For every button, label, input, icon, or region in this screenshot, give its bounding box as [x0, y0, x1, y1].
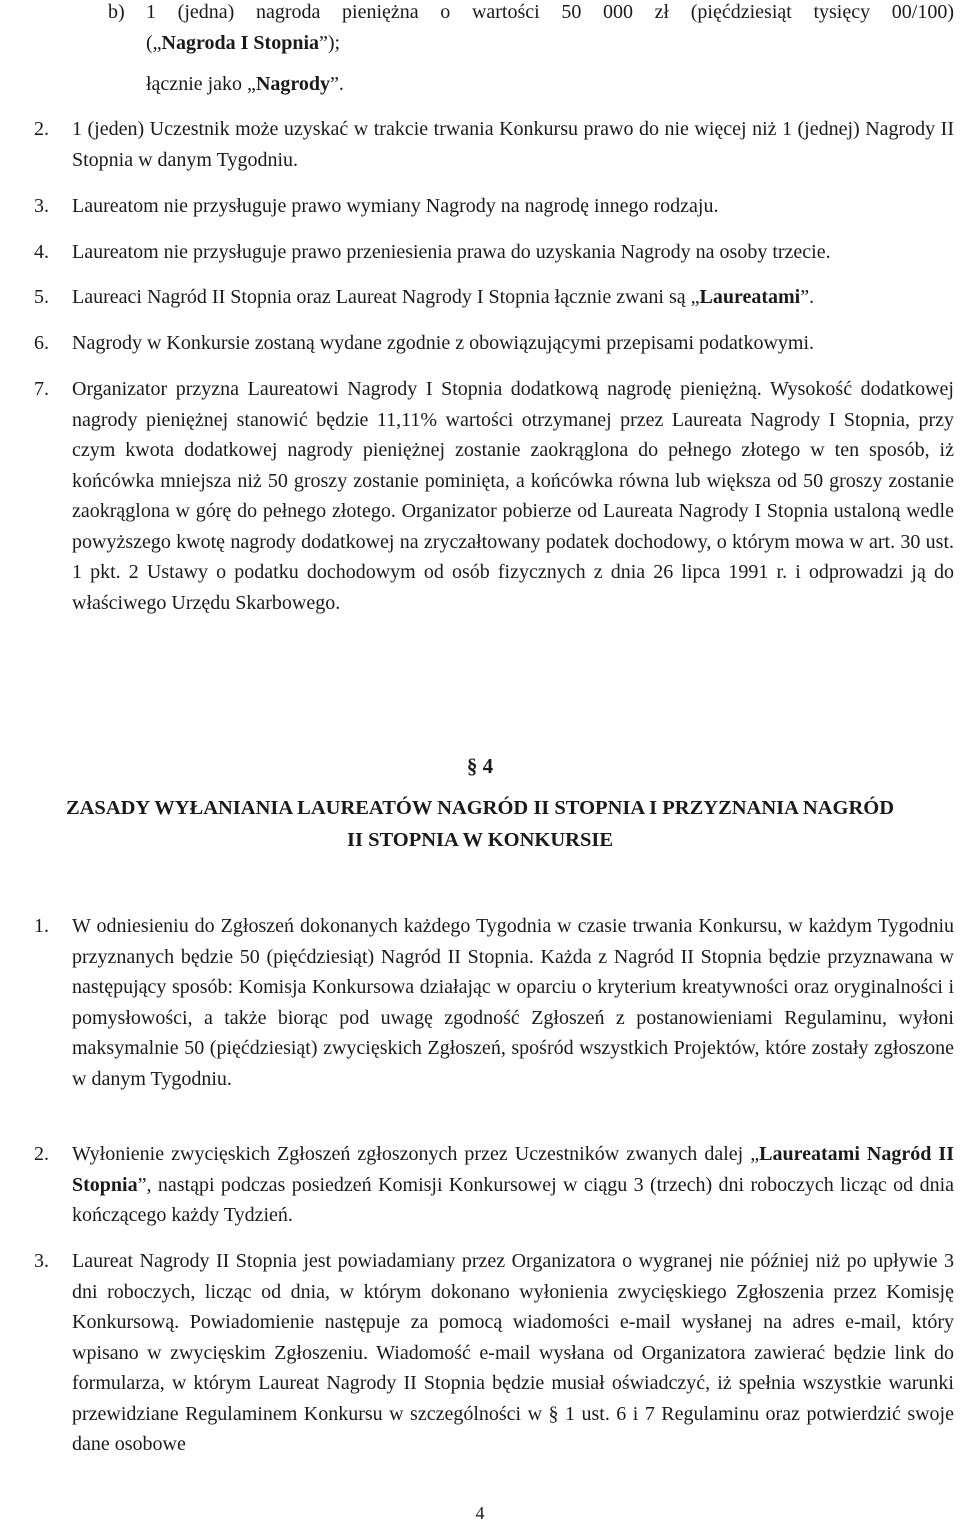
list-item: 1 (jeden) Uczestnik może uzyskać w trakcie trwania Konkursu prawo do nie więcej niż 1 (jednej) Nagrody II Stopnia w danym Tygodniu. — [72, 118, 954, 171]
list-item: Laureat Nagrody II Stopnia jest powiadamiany przez Organizatora o wygranej nie później niż po upływie 3 dni roboczych, licząc od dnia, w którym dokonano wyłonienia zwycięskiego Zgłoszenia przez Komisję Konkursową. Powiadomienie następuje za pomocą wiadomości e-mail wysłanej na adres e-mail, który wpisano w zwycięskim Zgłoszeniu. Wiadomość e-mail wysłana od Organizatora zawierać będzie link do formularza, w którym Laureat Nagrody II Stopnia będzie musiał oświadczyć, iż spełnia wszystkie warunki przewidziane Regulaminem Konkursu w szczególności w § 1 ust. 6 i 7 Regulaminu oraz potwierdzić swoje dane osobowe — [72, 1250, 954, 1455]
list-item: W odniesieniu do Zgłoszeń dokonanych każdego Tygodnia w czasie trwania Konkursu, w każdym Tygodniu przyznanych będzie 50 (pięćdziesiąt) Nagród II Stopnia. Każda z Nagród II Stopnia będzie przyznawana w następujący sposób: Komisja Konkursowa działając w oparciu o kryterium kreatywności oraz oryginalności i pomysłowości, a także biorąc pod uwagę zgodność Zgłoszeń z postanowieniami Regulaminu, wyłoni maksymalnie 50 (pięćdziesiąt) zwycięskich Zgłoszeń, spośród wszystkich Projektów, które zostały zgłoszone w danym Tygodniu. — [72, 915, 954, 1090]
page-number: 4 — [475, 1503, 485, 1523]
section-title-line2: II STOPNIA W KONKURSIE — [346, 829, 614, 851]
list-number: 3. — [34, 1250, 49, 1272]
prize-name-first-degree: Nagroda I Stopnia — [161, 32, 319, 54]
prizes-collective-name: łącznie jako „Nagrody”. — [146, 73, 344, 95]
prize-item-b-line2: („Nagroda I Stopnia”); — [146, 32, 341, 54]
list-number: 6. — [34, 332, 49, 354]
section-title: ZASADY WYŁANIANIA LAUREATÓW NAGRÓD II STOPNIA I PRZYZNANIA NAGRÓD — [65, 797, 895, 819]
list-number: 1. — [34, 915, 49, 937]
list-number: 5. — [34, 286, 49, 308]
list-item: Laureaci Nagród II Stopnia oraz Laureat Nagrody I Stopnia łącznie zwani są „Laureatami”. — [72, 286, 815, 308]
list-number: 7. — [34, 378, 49, 400]
list-item: Laureatom nie przysługuje prawo przeniesienia prawa do uzyskania Nagrody na osoby trzecie. — [72, 241, 831, 263]
list-number: 2. — [34, 118, 49, 140]
list-number: 2. — [34, 1143, 49, 1165]
list-item: Laureatom nie przysługuje prawo wymiany Nagrody na nagrodę innego rodzaju. — [72, 195, 719, 217]
list-number: 4. — [34, 241, 49, 263]
list-number: 3. — [34, 195, 49, 217]
list-marker-b: b) — [108, 1, 125, 23]
list-item: Nagrody w Konkursie zostaną wydane zgodnie z obowiązującymi przepisami podatkowymi. — [72, 332, 815, 354]
section-number: § 4 — [466, 754, 494, 778]
list-item: Wyłonienie zwycięskich Zgłoszeń zgłoszonych przez Uczestników zwanych dalej „Laureatami Nagród II Stopnia”, nastąpi podczas posiedzeń Komisji Konkursowej w ciągu 3 (trzech) dni roboczych licząc od dnia kończącego każdy Tydzień. — [72, 1143, 954, 1226]
prize-item-b: 1 (jedna) nagroda pieniężna o wartości 50 000 zł (pięćdziesiąt tysięcy 00/100) — [146, 1, 954, 23]
list-item: Organizator przyzna Laureatowi Nagrody I Stopnia dodatkową nagrodę pieniężną. Wysokość dodatkowej nagrody pieniężnej stanowić będzie 11,11% wartości otrzymanej przez Laureata Nagrody I Stopnia, przy czym kwota dodatkowej nagrody pieniężnej zostanie zaokrąglona do pełnego złotego w ten sposób, iż końcówka mniejsza niż 50 groszy zostanie pominięta, a końcówka równa lub większa od 50 groszy zostanie zaokrąglona w górę do pełnego złotego. Organizator pobierze od Laureata Nagrody I Stopnia ustaloną wedle powyższego kwotę nagrody dodatkowej na zryczałtowany podatek dochodowy, o którym mowa w art. 30 ust. 1 pkt. 2 Ustawy o podatku dochodowym od osób fizycznych z dnia 26 lipca 1991 r. i odprowadzi ją do właściwego Urzędu Skarbowego. — [72, 378, 954, 614]
